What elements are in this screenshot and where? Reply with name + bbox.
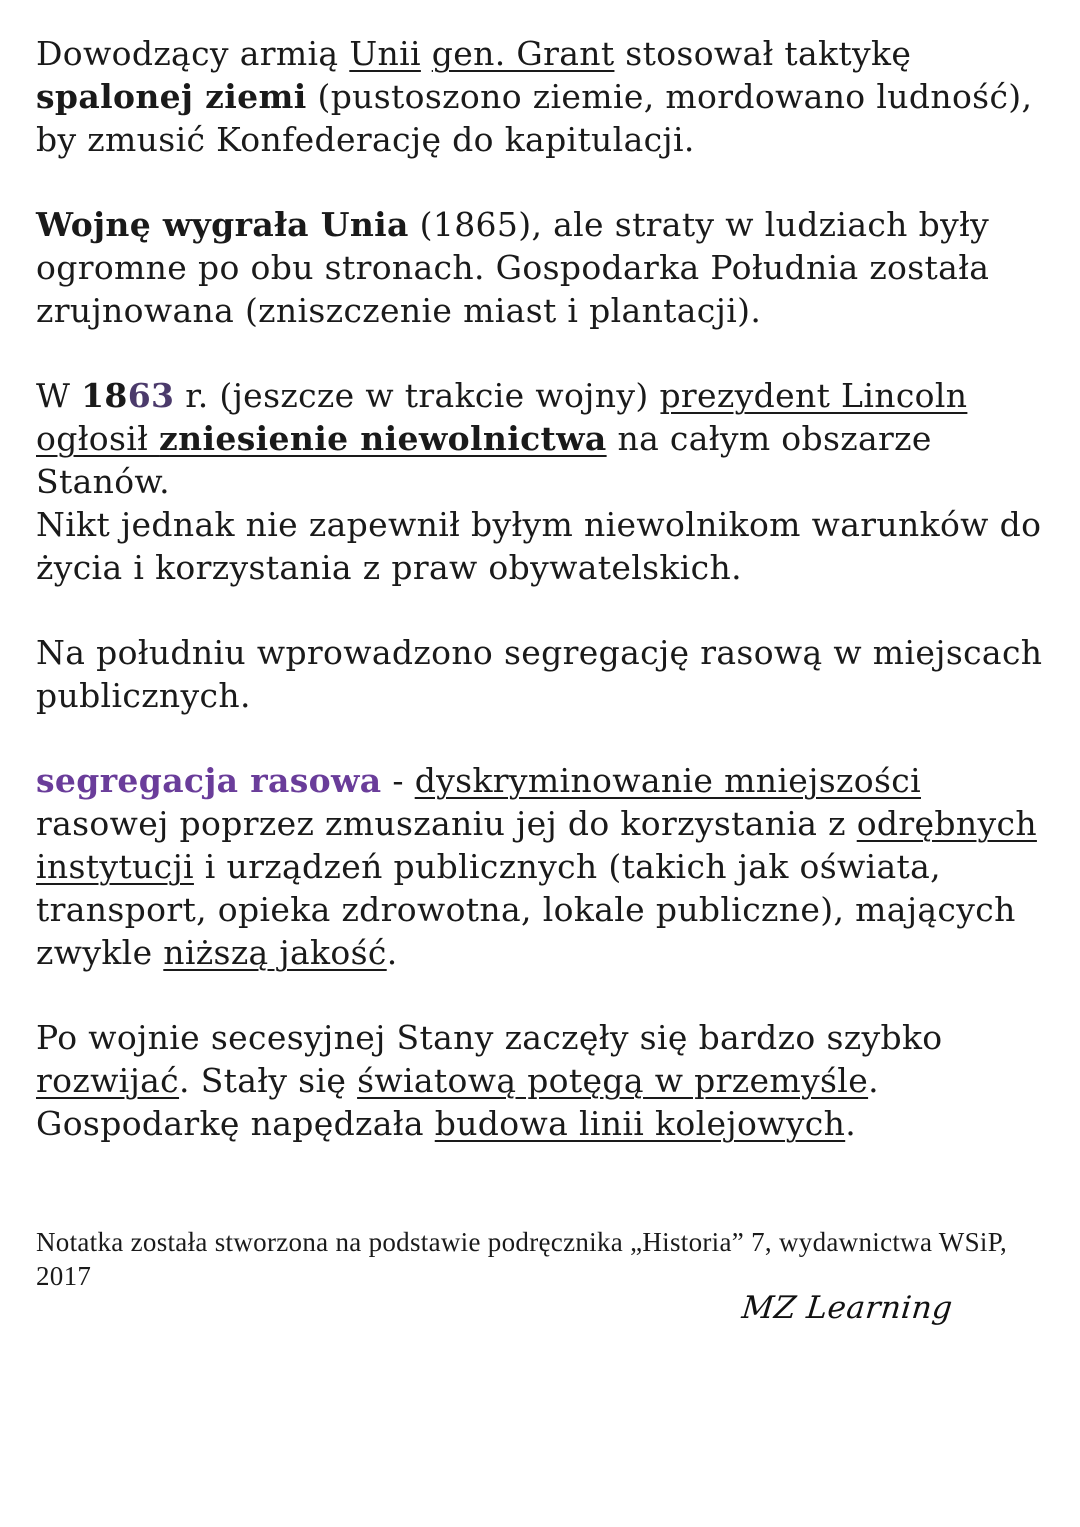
text-run: [421, 34, 432, 73]
underlined-term-discrimination: dyskryminowanie mniejszości: [414, 761, 921, 800]
underlined-term-world-power: światową potęgą w przemyśle: [357, 1061, 869, 1100]
text-run: na całym obszarze Stanów.: [36, 419, 932, 501]
paragraph-grant-tactics: [36, 32, 1056, 161]
underlined-term-lincoln: prezydent Lincoln ogłosił: [36, 376, 968, 458]
text-run: stosował taktykę: [614, 34, 912, 73]
text-run: Dowodzący armią: [36, 34, 350, 73]
underlined-term-institutions: odrębnych instytucji: [36, 804, 1037, 886]
underlined-term-lower-quality: niższą jakość: [163, 933, 387, 972]
text-run: . Gospodarkę napędzała: [36, 1061, 879, 1143]
paragraph-no-support: [36, 503, 1056, 589]
underlined-term-railways: budowa linii kolejowych: [434, 1104, 846, 1143]
text-run: .: [845, 1104, 857, 1143]
source-note: Notatka została stworzona na podstawie podręcznika „Historia” 7, wydawnictwa WSiP, 2017: [36, 1227, 1008, 1291]
text-run: . Stały się: [179, 1061, 358, 1100]
highlighted-year-part: 63: [127, 376, 175, 415]
underlined-term-gen-grant: gen. Grant: [431, 34, 615, 73]
paragraph-segregation-intro: [36, 631, 1056, 717]
text-run: Nikt jednak nie zapewnił byłym niewolnikom warunków do życia i korzystania z praw obywatelskich.: [36, 505, 1042, 587]
text-run: rasowej poprzez zmuszaniu jej do korzystania z: [36, 804, 857, 843]
underlined-term-unii: Unii: [349, 34, 421, 73]
bold-term-war-won: Wojnę wygrała Unia: [36, 205, 409, 244]
bold-year-part: 18: [81, 376, 128, 415]
bold-underlined-term-abolition: zniesienie niewolnictwa: [159, 419, 607, 458]
paragraph-war-outcome: [36, 203, 1056, 332]
bold-term-spalonej-ziemi: spalonej ziemi: [36, 77, 307, 116]
note-content: [36, 32, 1056, 1293]
author-signature: MZ Learning: [740, 1290, 955, 1326]
text-run: W: [36, 376, 82, 415]
text-run: Na południu wprowadzono segregację rasową w miejscach publicznych.: [36, 633, 1043, 715]
paragraph-abolition: [36, 374, 1056, 503]
text-run: .: [386, 933, 398, 972]
text-run: r. (jeszcze w trakcie wojny): [174, 376, 660, 415]
paragraph-post-war-growth: [36, 1016, 1056, 1145]
text-run: (1865), ale straty w ludziach były ogromne po obu stronach. Gospodarka Południa została zrujnowana (zniszczenie miast i plantacji).: [36, 205, 990, 330]
text-run: (pustoszono ziemie, mordowano ludność), by zmusić Konfederację do kapitulacji.: [36, 77, 1033, 159]
text-run: Po wojnie secesyjnej Stany zaczęły się bardzo szybko: [36, 1018, 943, 1057]
text-run: -: [381, 761, 415, 800]
paragraph-segregation-definition: [36, 759, 1056, 974]
text-run: i urządzeń publicznych (takich jak oświata, transport, opieka zdrowotna, lokale publiczne), mających zwykle: [36, 847, 1016, 972]
definition-term: segregacja rasowa: [36, 761, 382, 800]
underlined-term-develop: rozwijać: [36, 1061, 180, 1100]
